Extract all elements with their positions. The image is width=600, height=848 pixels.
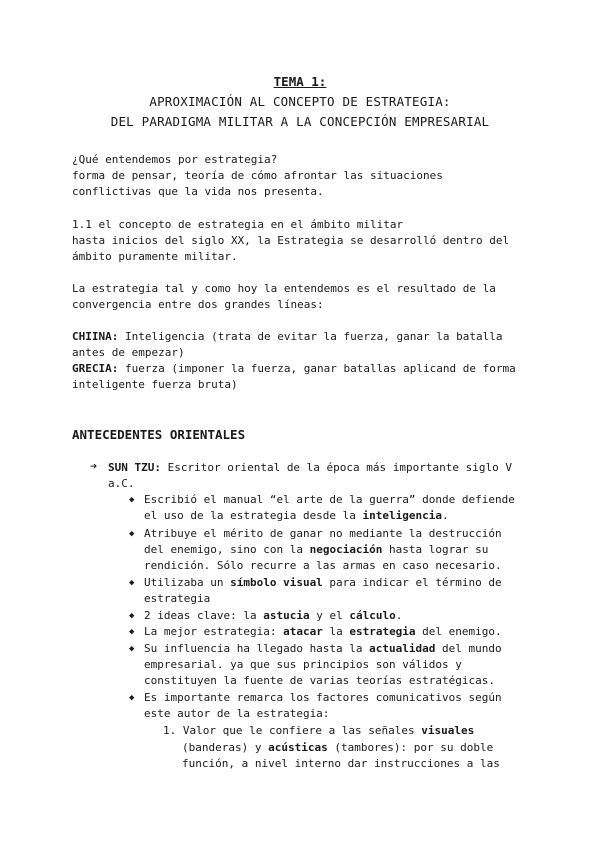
china-line-2: antes de empezar) (72, 346, 185, 359)
bullet-6-line-1: Su influencia ha llegado hasta la actualidad del mundo (144, 642, 502, 655)
convergence-line-1: La estrategia tal y como hoy la entendemos es el resultado de la (72, 282, 496, 295)
bullet-1-line-2: el uso de la estrategia desde la inteligencia. (144, 509, 449, 522)
numbered-1-line-3: función, a nivel interno dar instrucciones a las (182, 757, 500, 770)
title-line-1: APROXIMACIÓN AL CONCEPTO DE ESTRATEGIA: (149, 94, 451, 109)
diamond-bullet-icon: ◆ (129, 578, 135, 588)
arrow-right-icon: ➔ (90, 459, 98, 473)
grecia-line-2: inteligente fuerza bruta) (72, 378, 238, 391)
diamond-bullet-icon: ◆ (129, 644, 135, 654)
grecia-line-1: GRECIA: fuerza (imponer la fuerza, ganar batallas aplicand de forma (72, 362, 516, 375)
bullet-2-line-3: rendición. Sólo recurre a las armas en caso necesario. (144, 559, 502, 572)
bullet-3-line-2: estrategia (144, 592, 211, 605)
convergence-line-2: convergencia entre dos grandes líneas: (72, 298, 324, 311)
china-line-1: CHIINA: Inteligencia (trata de evitar la fuerza, ganar la batalla (72, 330, 503, 343)
diamond-bullet-icon: ◆ (129, 627, 135, 637)
bullet-6-line-2: empresarial. ya que sus principios son válidos y (144, 658, 462, 671)
tema-label: TEMA 1: (273, 74, 327, 89)
bullet-3-line-1: Utilizaba un símbolo visual para indicar el término de (144, 576, 502, 589)
bullet-6-line-3: constituyen la fuente de varias teorías estratégicas. (144, 674, 495, 687)
bullet-4-line-1: 2 ideas clave: la astucia y el cálculo. (144, 609, 403, 622)
section-1-1-line-2: hasta inicios del siglo XX, la Estrategia se desarrolló dentro del (72, 234, 510, 247)
sun-tzu-line-2: a.C. (108, 477, 135, 490)
diamond-bullet-icon: ◆ (129, 611, 135, 621)
numbered-1-line-2: (banderas) y acústicas (tambores): por su doble (182, 741, 494, 754)
diamond-bullet-icon: ◆ (129, 529, 135, 539)
sun-tzu-line-1: SUN TZU: Escritor oriental de la época más importante siglo V (108, 461, 512, 474)
bullet-1-line-1: Escribió el manual “el arte de la guerra” donde defiende (144, 493, 515, 506)
intro-answer-line-2: conflictivas que la vida nos presenta. (72, 185, 324, 198)
title-line-2: DEL PARADIGMA MILITAR A LA CONCEPCIÓN EMPRESARIAL (110, 114, 490, 129)
sun-tzu-label: SUN TZU: (108, 461, 161, 474)
bullet-7-line-1: Es importante remarca los factores comunicativos según (144, 691, 502, 704)
intro-answer-line-1: forma de pensar, teoría de cómo afrontar las situaciones (72, 169, 443, 182)
china-label: CHIINA: (72, 330, 119, 343)
antecedentes-heading: ANTECEDENTES ORIENTALES (72, 427, 246, 442)
diamond-bullet-icon: ◆ (129, 495, 135, 505)
bullet-5-line-1: La mejor estrategia: atacar la estrategia del enemigo. (144, 625, 502, 638)
grecia-label: GRECIA: (72, 362, 119, 375)
bullet-7-line-2: este autor de la estrategia: (144, 707, 330, 720)
numbered-1-line-1: 1. Valor que le confiere a las señales visuales (163, 724, 475, 737)
bullet-2-line-1: Atribuye el mérito de ganar no mediante la destrucción (144, 527, 502, 540)
intro-question: ¿Qué entendemos por estrategia? (72, 153, 278, 166)
bullet-2-line-2: del enemigo, sino con la negociación hasta lograr su (144, 543, 489, 556)
diamond-bullet-icon: ◆ (129, 693, 135, 703)
section-1-1-line-3: ámbito puramente militar. (72, 250, 238, 263)
section-1-1-line-1: 1.1 el concepto de estrategia en el ámbito militar (72, 218, 404, 231)
